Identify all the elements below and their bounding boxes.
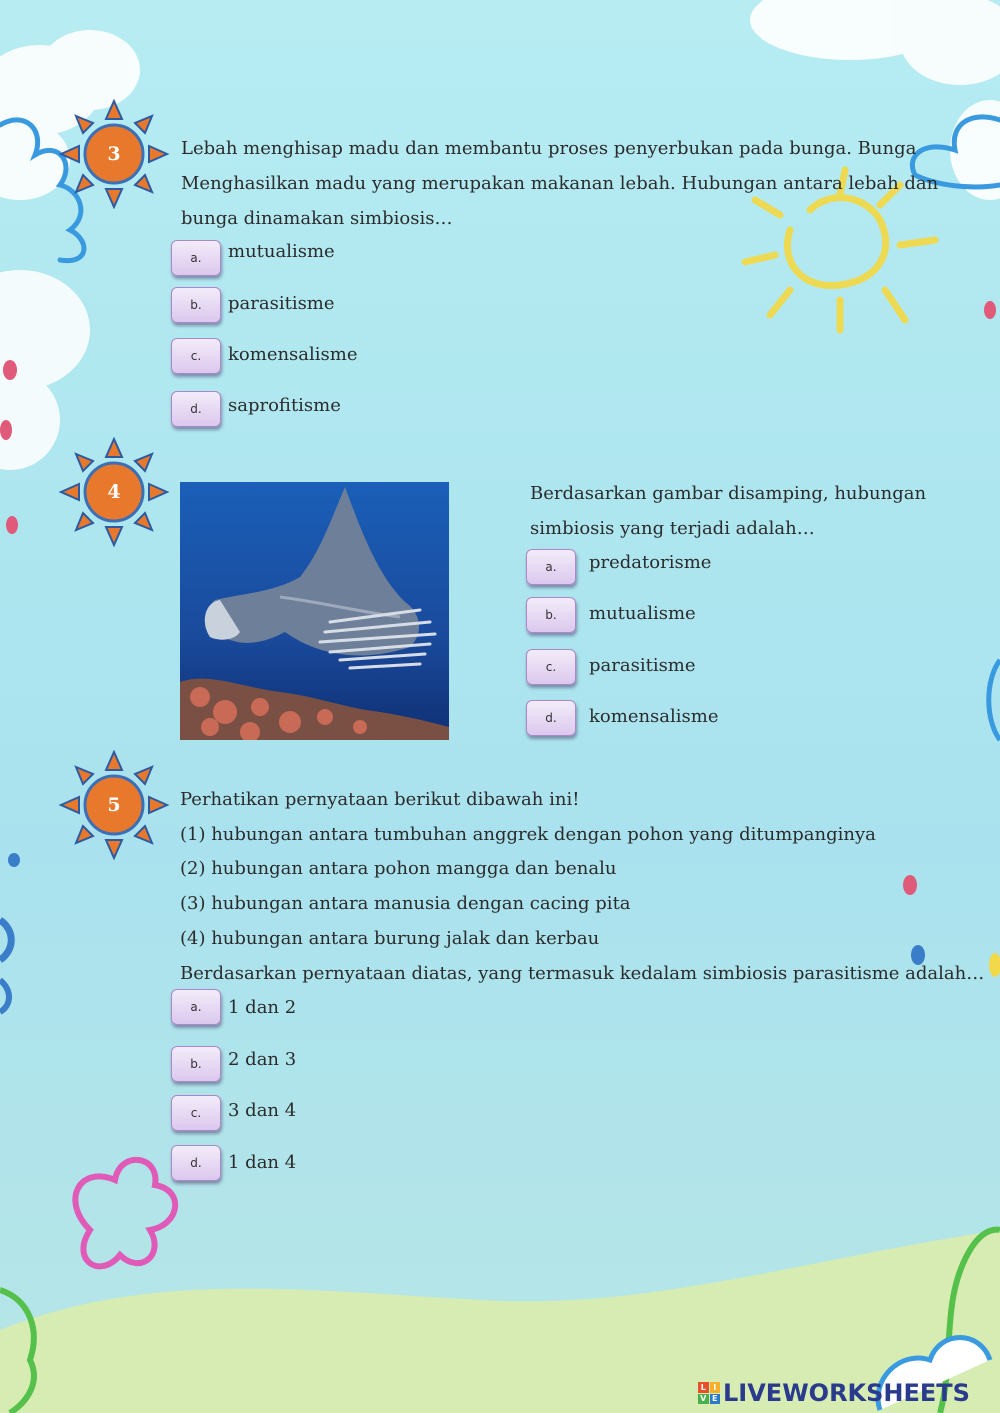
logo-letter: E	[710, 1394, 721, 1405]
q5-option-c-button[interactable]: c.	[171, 1095, 221, 1131]
question-3-text	[181, 131, 938, 236]
question-line: bunga dinamakan simbiosis…	[181, 208, 453, 229]
question-5-text	[180, 783, 984, 991]
statement-item: (3) hubungan antara manusia dengan cacing pita	[180, 893, 631, 915]
question-line: Berdasarkan pernyataan diatas, yang termasuk kedalam simbiosis parasitisme adalah…	[180, 962, 985, 984]
statement-item: (4) hubungan antara burung jalak dan kerbau	[180, 927, 600, 949]
q4-option-c-button[interactable]: c.	[526, 649, 576, 685]
statement-item: (1) hubungan antara tumbuhan anggrek dengan pohon yang ditumpanginya	[180, 823, 876, 845]
q5-option-d-button[interactable]: d.	[171, 1145, 221, 1181]
question-4-sun-icon	[59, 437, 169, 547]
question-line: Berdasarkan gambar disamping, hubungan	[530, 483, 927, 504]
q5-option-d-label: 1 dan 4	[228, 1152, 297, 1173]
q3-option-a-button[interactable]: a.	[171, 240, 221, 276]
statement-item: (2) hubungan antara pohon mangga dan benalu	[180, 858, 617, 880]
question-number: 5	[107, 794, 121, 816]
manta-ray-photo	[180, 482, 449, 740]
q4-option-d-label: komensalisme	[589, 706, 719, 727]
q5-option-a-button[interactable]: a.	[171, 989, 221, 1025]
q4-option-c-label: parasitisme	[589, 655, 696, 676]
logo-letter: V	[698, 1394, 709, 1405]
q4-option-b-button[interactable]: b.	[526, 597, 576, 633]
q4-option-a-label: predatorisme	[589, 552, 712, 573]
logo-letter: I	[710, 1382, 721, 1393]
question-number: 3	[107, 143, 121, 165]
question-line: Menghasilkan madu yang merupakan makanan lebah. Hubungan antara lebah dan	[181, 173, 939, 194]
logo-text: LIVEWORKSHEETS	[723, 1379, 970, 1407]
q3-option-a-label: mutualisme	[228, 241, 335, 262]
q5-option-a-label: 1 dan 2	[228, 997, 297, 1018]
question-line: Perhatikan pernyataan berikut dibawah ini!	[180, 789, 580, 810]
q4-option-b-label: mutualisme	[589, 603, 696, 624]
question-number: 4	[107, 481, 121, 503]
q3-option-b-button[interactable]: b.	[171, 287, 221, 323]
question-line: Lebah menghisap madu dan membantu proses penyerbukan pada bunga. Bunga	[181, 138, 917, 159]
question-3-sun-icon	[59, 99, 169, 209]
question-4-text	[530, 476, 926, 546]
logo-letter: L	[698, 1382, 709, 1393]
question-5-sun-icon	[59, 750, 169, 860]
logo-icon	[698, 1382, 720, 1404]
q4-option-d-button[interactable]: d.	[526, 700, 576, 736]
q3-option-d-button[interactable]: d.	[171, 391, 221, 427]
q4-option-a-button[interactable]: a.	[526, 549, 576, 585]
q3-option-c-label: komensalisme	[228, 344, 358, 365]
liveworksheets-logo	[698, 1378, 970, 1408]
q5-option-b-button[interactable]: b.	[171, 1046, 221, 1082]
q5-option-b-label: 2 dan 3	[228, 1049, 297, 1070]
q3-option-c-button[interactable]: c.	[171, 338, 221, 374]
q5-option-c-label: 3 dan 4	[228, 1100, 297, 1121]
question-line: simbiosis yang terjadi adalah…	[530, 518, 815, 539]
q3-option-b-label: parasitisme	[228, 293, 335, 314]
q3-option-d-label: saprofitisme	[228, 395, 341, 416]
